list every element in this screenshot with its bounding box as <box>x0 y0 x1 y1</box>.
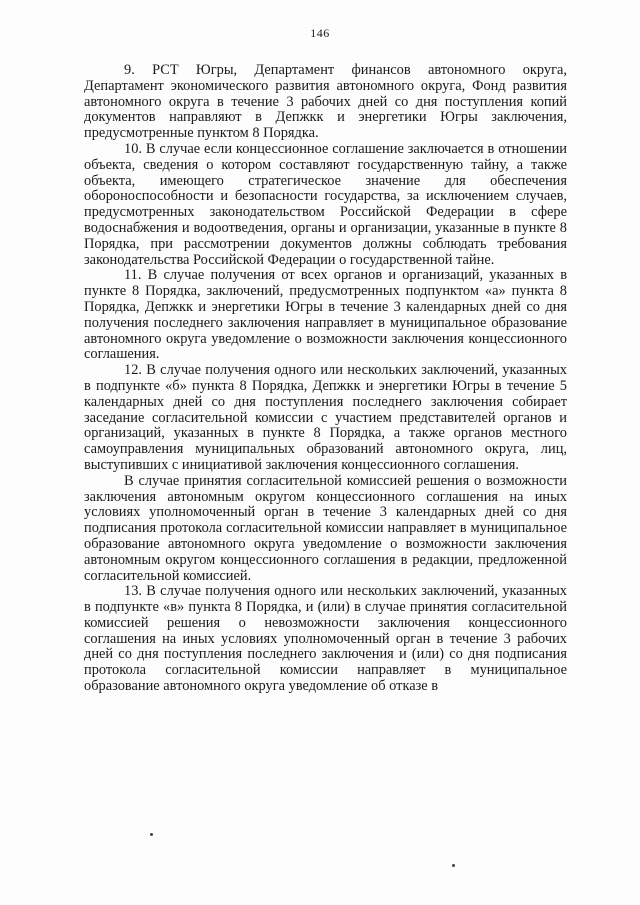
paragraph-12-continued: В случае принятия согласительной комиссией решения о возможности заключения автономным округом концессионного соглашения на иных условиях уполномоченный орган в течение 3 календарных дней со дня подписания протокола согласительной комиссии направляет в муниципальное образование автономного округа уведомление о возможности заключения автономным округом концессионного соглашения в редакции, предложенной согласительной комиссией. <box>84 472 567 584</box>
page-number: 146 <box>310 26 330 40</box>
document-body <box>84 63 567 695</box>
paragraph-11: 11. В случае получения от всех органов и организаций, указанных в пункте 8 Порядка, заключений, предусмотренных подпунктом «а» пункта 8 Порядка, Депжкк и энергетики Югры в течение 3 календарных дней со дня получения последнего заключения направляет в муниципальное образование автономного округа уведомление о возможности заключения концессионного соглашения. <box>84 267 567 363</box>
paragraph-10: 10. В случае если концессионное соглашение заключается в отношении объекта, сведения о котором составляют государственную тайну, а также объекта, имеющего стратегическое значение для обеспечения обороноспособности и безопасности государства, за исключением случаев, предусмотренных законодательством Российской Федерации в сфере водоснабжения и водоотведения, органы и организации, указанные в пункте 8 Порядка, при рассмотрении документов должны соблюдать требования законодательства Российской Федерации о государственной тайне. <box>84 140 567 268</box>
scan-speck-right <box>452 864 455 867</box>
paragraph-13: 13. В случае получения одного или нескольких заключений, указанных в подпункте «в» пункта 8 Порядка, и (или) в случае принятия согласительной комиссией решения о невозможности заключения концессионного соглашения на иных условиях уполномоченный орган в течение 3 рабочих дней со дня поступления последнего заключения и (или) со дня подписания протокола согласительной комиссии направляет в муниципальное образование автономного округа уведомление об отказе в <box>84 583 567 695</box>
scan-speck-left <box>150 833 153 836</box>
paragraph-9: 9. РСТ Югры, Департамент финансов автономного округа, Департамент экономического развития автономного округа, Фонд развития автономного округа в течение 3 рабочих дней со дня поступления копий документов направляют в Депжкк и энергетики Югры заключения, предусмотренные пунктом 8 Порядка. <box>84 62 567 142</box>
paragraph-12: 12. В случае получения одного или нескольких заключений, указанных в подпункте «б» пункта 8 Порядка, Депжкк и энергетики Югры в течение 5 календарных дней со дня поступления последнего заключения собирает заседание согласительной комиссии с участием представителей органов и организаций, указанных в пункте 8 Порядка, а также органов местного самоуправления муниципальных образований автономного округа, лиц, выступивших с инициативой заключения концессионного соглашения. <box>84 362 567 473</box>
